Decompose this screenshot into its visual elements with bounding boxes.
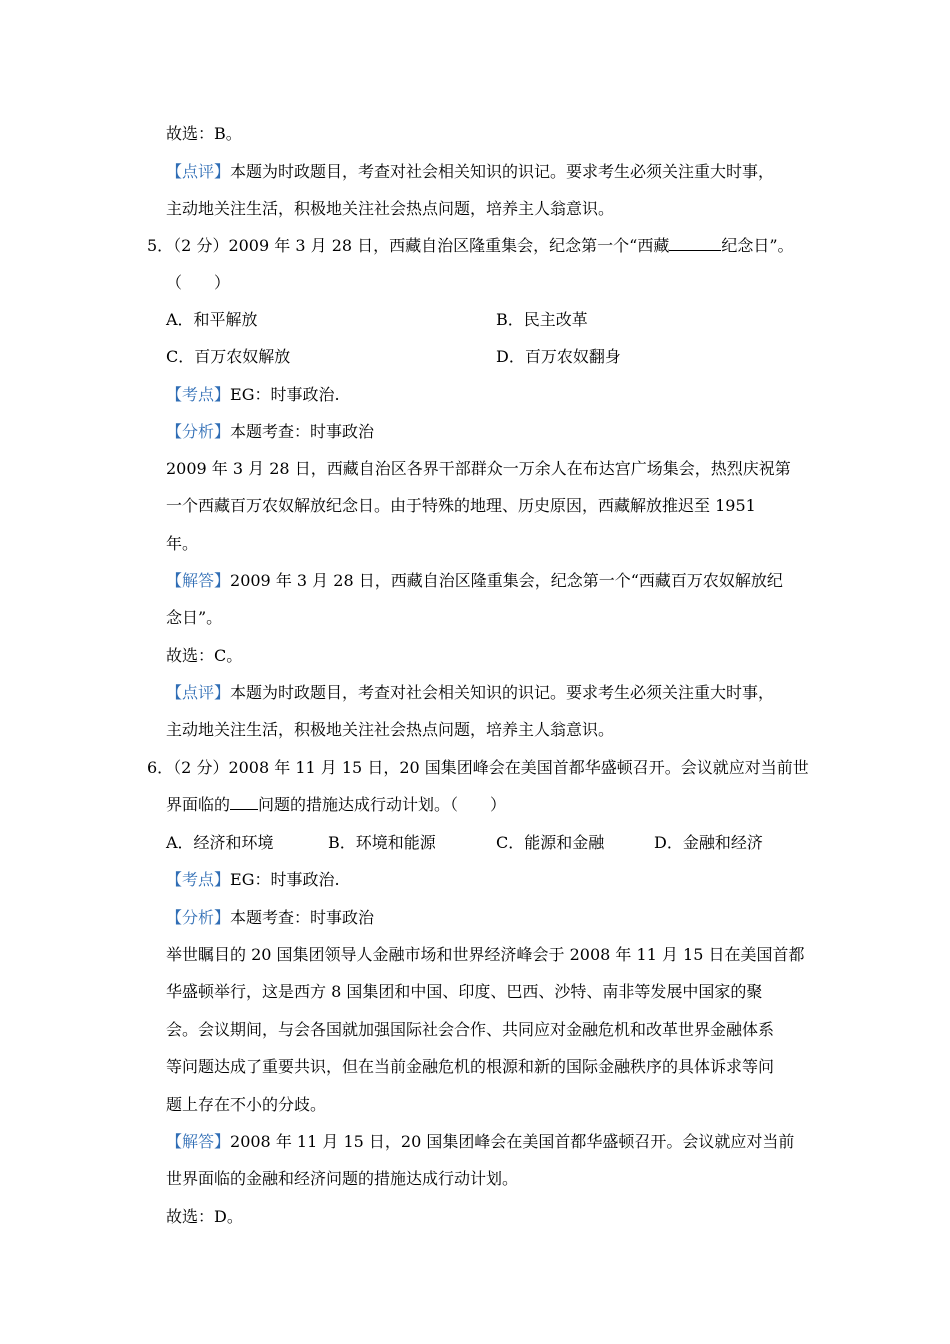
- solution-tag: 【解答】: [166, 571, 231, 590]
- q6-body-line-4: 等问题达成了重要共识，但在当前金融危机的根源和新的国际金融秩序的具体诉求等问: [166, 1057, 775, 1076]
- q6-options-row: [166, 831, 816, 855]
- q6-body-line-2: 华盛顿举行，这是西方 8 国集团和中国、印度、巴西、沙特、南非等发展中国家的聚: [166, 982, 763, 1001]
- q6-body-line-3: 会。会议期间，与会各国就加强国际社会合作、共同应对金融危机和改革世界金融体系: [166, 1020, 775, 1039]
- q6-option-c: C．能源和金融: [496, 833, 605, 852]
- point-tag: 【考点】: [166, 870, 231, 889]
- q5-solution-line-1: 【解答】2009 年 3 月 28 日，西藏自治区隆重集会，纪念第一个“西藏百万农奴解放纪: [166, 571, 783, 590]
- q5-option-a: A．和平解放: [166, 310, 258, 329]
- q6-option-d: D．金融和经济: [654, 833, 763, 852]
- q6-body-line-5: 题上存在不小的分歧。: [166, 1095, 327, 1114]
- analysis-tag: 【分析】: [166, 908, 231, 927]
- q6-point: 【考点】EG：时事政治.: [166, 870, 340, 889]
- q6-analysis: 【分析】本题考查：时事政治: [166, 908, 375, 927]
- q6-body-line-1: 举世瞩目的 20 国集团领导人金融市场和世界经济峰会于 2008 年 11 月 15 日在美国首都: [166, 945, 805, 964]
- q5-review-line-2: 主动地关注生活，积极地关注社会热点问题，培养主人翁意识。: [166, 720, 615, 739]
- q6-option-a: A．经济和环境: [166, 833, 274, 852]
- q6-option-b: B．环境和能源: [328, 833, 436, 852]
- q4-answer: 故选：B。: [166, 124, 242, 143]
- q5-point: 【考点】EG：时事政治.: [166, 385, 340, 404]
- q5-stem: 5．（2 分）2009 年 3 月 28 日，西藏自治区隆重集会，纪念第一个“西藏 纪念日”。: [147, 236, 794, 255]
- q5-answer: 故选：C。: [166, 646, 243, 665]
- answer-blank: [669, 234, 721, 251]
- q5-body-line-1: 2009 年 3 月 28 日，西藏自治区各界干部群众一万余人在布达宫广场集会，热烈庆祝第: [166, 459, 791, 478]
- solution-tag: 【解答】: [166, 1132, 231, 1151]
- review-tag: 【点评】: [166, 683, 231, 702]
- q5-review-line-1: 【点评】本题为时政题目，考查对社会相关知识的识记。要求考生必须关注重大时事，: [166, 683, 775, 702]
- q5-option-d: D．百万农奴翻身: [496, 347, 621, 366]
- q5-option-c: C．百万农奴解放: [166, 347, 291, 366]
- q5-paren: （ ）: [166, 273, 231, 292]
- q5-options-row-2: [166, 345, 816, 369]
- q5-options-row-1: [166, 308, 816, 332]
- review-tag: 【点评】: [166, 162, 231, 181]
- q6-stem-line-1: 6．（2 分）2008 年 11 月 15 日，20 国集团峰会在美国首都华盛顿召开。会议就应对当前世: [147, 758, 809, 777]
- point-tag: 【考点】: [166, 385, 231, 404]
- analysis-tag: 【分析】: [166, 422, 231, 441]
- answer-blank: [230, 793, 258, 810]
- q5-solution-line-2: 念日”。: [166, 608, 223, 627]
- q5-analysis: 【分析】本题考查：时事政治: [166, 422, 375, 441]
- q5-body-line-2: 一个西藏百万农奴解放纪念日。由于特殊的地理、历史原因，西藏解放推迟至 1951: [166, 496, 756, 515]
- q6-solution-line-1: 【解答】2008 年 11 月 15 日，20 国集团峰会在美国首都华盛顿召开。会议就应对当前: [166, 1132, 795, 1151]
- q5-body-line-3: 年。: [166, 534, 199, 553]
- q6-answer: 故选：D。: [166, 1207, 243, 1226]
- q5-option-b: B．民主改革: [496, 310, 588, 329]
- q4-review-line-1: 【点评】本题为时政题目，考查对社会相关知识的识记。要求考生必须关注重大时事，: [166, 162, 775, 181]
- q4-review-line-2: 主动地关注生活，积极地关注社会热点问题，培养主人翁意识。: [166, 199, 615, 218]
- q6-solution-line-2: 世界面临的金融和经济问题的措施达成行动计划。: [166, 1169, 519, 1188]
- q6-stem-line-2: 界面临的 问题的措施达成行动计划。（ ）: [166, 795, 507, 814]
